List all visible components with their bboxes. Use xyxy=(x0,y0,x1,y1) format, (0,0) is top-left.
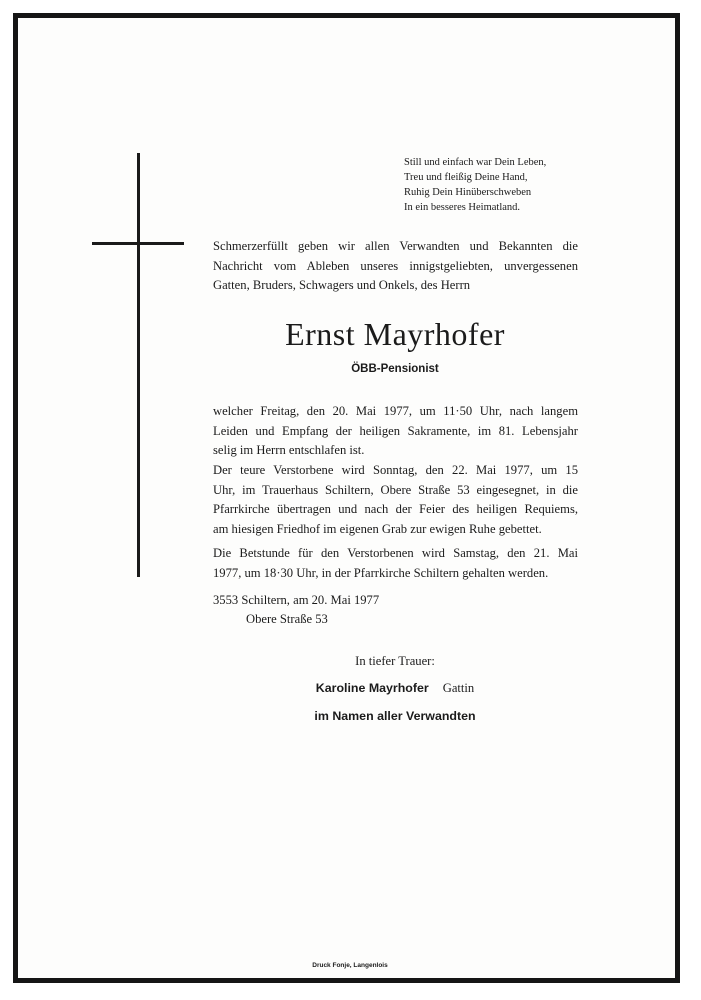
death-line: selig im Herrn entschlafen ist. xyxy=(213,443,365,457)
death-line: Leiden und Empfang der heiligen Sakramente, im 81. Lebensjahr xyxy=(213,423,578,438)
funeral-line: am hiesigen Friedhof im eigenen Grab zur ewigen Ruhe gebettet. xyxy=(213,521,542,536)
mourner-name: Karoline Mayrhofer xyxy=(315,681,429,695)
deceased-occupation: ÖBB-Pensionist xyxy=(351,363,439,375)
announcement-line: Nachricht vom Ableben unseres innigstgeliebten, unvergessenen xyxy=(213,258,578,273)
street-address: Obere Straße 53 xyxy=(246,612,328,626)
mourning-heading: In tiefer Trauer: xyxy=(355,654,435,668)
funeral-line: Pfarrkirche übertragen und nach der Feier des heiligen Requiems, xyxy=(213,502,578,516)
mourner-relation: Gattin xyxy=(442,681,475,695)
memorial-poem xyxy=(404,155,546,215)
poem-line: Ruhig Dein Hinüberschweben xyxy=(404,187,532,198)
announcement-paragraph xyxy=(213,237,578,296)
death-line: welcher Freitag, den 20. Mai 1977, um 11·50 Uhr, nach langem xyxy=(213,404,578,418)
cross-horizontal-bar xyxy=(92,242,184,245)
deceased-name: Ernst Mayrhofer xyxy=(285,316,505,352)
mourner-line xyxy=(230,681,560,696)
funeral-paragraph xyxy=(213,461,578,539)
prayer-paragraph xyxy=(213,544,578,583)
poem-line: Still und einfach war Dein Leben, xyxy=(404,157,547,168)
funeral-line: Uhr, im Trauerhaus Schiltern, Obere Straße 53 eingesegnet, in die xyxy=(213,482,578,497)
prayer-line: Die Betstunde für den Verstorbenen wird Samstag, den 21. Mai xyxy=(213,546,578,560)
announcement-line: Gatten, Bruders, Schwagers und Onkels, des Herrn xyxy=(213,278,471,292)
printer-credit: Druck Fonje, Langenlois xyxy=(312,962,388,969)
place-and-date: 3553 Schiltern, am 20. Mai 1977 xyxy=(213,593,380,607)
funeral-line: Der teure Verstorbene wird Sonntag, den 22. Mai 1977, um 15 xyxy=(213,463,578,477)
announcement-line: Schmerzerfüllt geben wir allen Verwandten und Bekannten die xyxy=(213,239,578,253)
poem-line: In ein besseres Heimatland. xyxy=(404,202,521,213)
death-paragraph xyxy=(213,402,578,461)
poem-line: Treu und fleißig Deine Hand, xyxy=(404,172,528,183)
cross-vertical-bar xyxy=(137,153,140,577)
prayer-line: 1977, um 18·30 Uhr, in der Pfarrkirche Schiltern gehalten werden. xyxy=(213,565,549,580)
family-signature: im Namen aller Verwandten xyxy=(314,709,476,723)
